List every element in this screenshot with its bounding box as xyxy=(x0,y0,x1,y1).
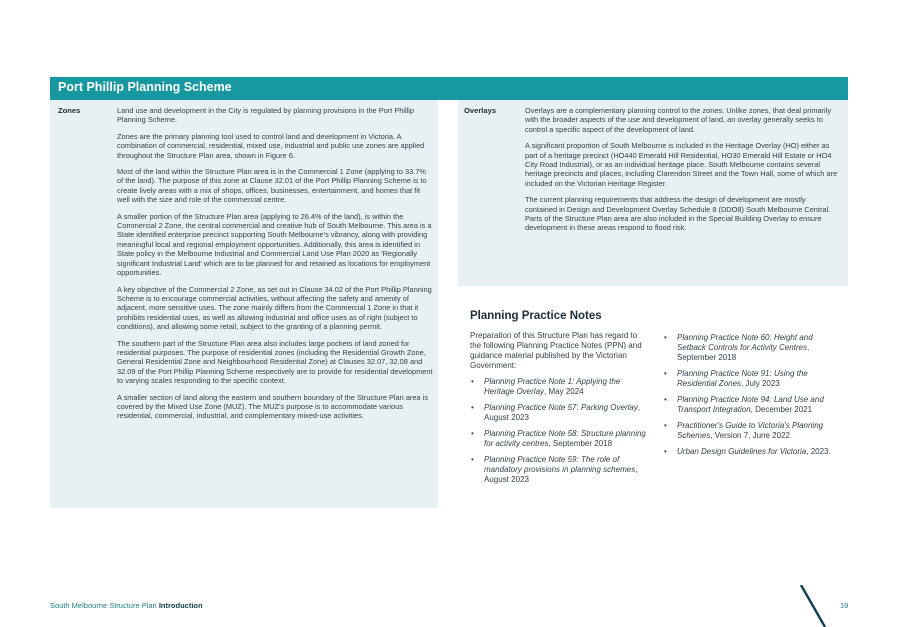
zones-paragraph: Zones are the primary planning tool used to control land and development in Victoria. A combination of commercial, residential, mixed use, industrial and public use zones are applied throughout the Structure Plan area, shown in Figure 6. xyxy=(117,131,425,160)
ppn-item-date: , August 2023 xyxy=(484,465,638,484)
ppn-item-date: , May 2024 xyxy=(544,387,584,396)
page-number: 19 xyxy=(840,601,849,610)
overlays-term: Overlays xyxy=(464,106,497,115)
section-banner xyxy=(50,77,848,100)
zones-text xyxy=(117,106,433,428)
ppn-item-date: , 2023. xyxy=(806,447,831,456)
ppn-item-date: , Version 7, June 2022 xyxy=(710,431,790,440)
footer-section: Introduction xyxy=(158,601,203,610)
overlays-paragraph: A significant proportion of South Melbourne is included in the Heritage Overlay (HO) either as part of a heritage precinct (HO440 Emerald Hill Residential, HO30 Emerald Hill Estate or HO4 City Road Industrial), or as an individual heritage place. South Melbourne contains several heritage precincts and places, including Clarendon Street and the Town Hall, some of which are included on the Victorian Heritage Register. xyxy=(525,141,838,188)
decorative-slash-icon xyxy=(798,585,828,627)
footer-doc-title: South Melbourne Structure Plan xyxy=(50,601,157,610)
list-item xyxy=(470,429,648,449)
ppn-item-date: , July 2023 xyxy=(741,379,780,388)
list-item xyxy=(663,421,843,441)
section-title: Port Phillip Planning Scheme xyxy=(58,80,232,94)
list-item xyxy=(663,395,843,415)
list-item xyxy=(663,369,843,389)
overlays-text xyxy=(525,106,839,240)
page-footer xyxy=(50,601,203,610)
zones-paragraph: A smaller section of land along the eastern and southern boundary of the Structure Plan area is covered by the Mixed Use Zone (MUZ). The MUZ's purpose is to accommodate various residential, commercial, industrial, and complementary mixed-use activities. xyxy=(117,392,429,421)
overlays-paragraph: The current planning requirements that address the design of development are mostly contained in Design and Development Overlay Schedule 8 (DDO8) South Melbourne Central. Parts of the Structure Plan area are also included in the Special Building Overlay to ensure development in these areas respond to flood risk. xyxy=(525,195,831,233)
ppn-item-title: Planning Practice Note 57: Parking Overlay xyxy=(484,403,638,412)
list-item xyxy=(663,447,843,457)
overlays-paragraph: Overlays are a complementary planning control to the zones. Unlike zones, that deal primarily with the broader aspects of the use and development of land, an overlay generally seeks to control a specific aspect of the development of land. xyxy=(525,106,832,134)
ppn-item-title: Practitioner's Guide to Victoria's Planning Schemes xyxy=(677,421,824,440)
zones-paragraph: A smaller portion of the Structure Plan area (applying to 26.4% of the land), is within the Commercial 2 Zone, the central commercial and creative hub of South Melbourne. This area is a State identified enterprise precinct supporting South Melbourne's vibrancy, along with providing meaningful local and regional employment opportunities. Additionally, this area is identified in State policy in the Melbourne Industrial and Commercial Land Use Plan 2020 as 'Regionally significant Industrial Land' which are to be planned for and retained as locations for employment opportunities. xyxy=(117,211,432,278)
list-item xyxy=(470,455,648,485)
ppn-item-date: , September 2018 xyxy=(548,439,613,448)
list-item xyxy=(663,333,843,363)
ppn-item-date: , December 2021 xyxy=(750,405,813,414)
zones-paragraph: The southern part of the Structure Plan area also includes large pockets of land zoned for residential purposes. The purpose of residential zones (including the Residential Growth Zone, General Residential Zone and Neighbourhood Residential Zone) at Clauses 32.07, 32.08 and 32.09 of the Port Phillip Planning Scheme respectively are to provide for residential development to varying scales responding to the specific context. xyxy=(117,338,433,386)
ppn-list-right xyxy=(663,333,843,457)
ppn-item-date: , September 2018 xyxy=(677,343,810,362)
ppn-item-title: Planning Practice Note 94: Land Use and Transport Integration xyxy=(677,395,824,414)
ppn-heading: Planning Practice Notes xyxy=(470,310,602,322)
zones-paragraph: Most of the land within the Structure Plan area is in the Commercial 1 Zone (applying to 33.7% of the land). The purpose of this zone at Clause 32.01 of the Port Phillip Planning Scheme is to create lively areas with a mix of shops, offices, businesses, entertainment, and homes that fit well with the size and role of the commercial centre. xyxy=(117,167,427,205)
ppn-list-left xyxy=(470,377,648,485)
zones-paragraph: Land use and development in the City is regulated by planning provisions in the Port Phillip Planning Scheme. xyxy=(117,106,415,125)
ppn-item-title: Planning Practice Note 1: Applying the Heritage Overlay xyxy=(484,377,621,396)
ppn-intro: Preparation of this Structure Plan has regard to the following Planning Practice Notes (PPN) and guidance material published by the Victorian Government: xyxy=(470,331,642,370)
ppn-item-title: Urban Design Guidelines for Victoria xyxy=(677,447,807,456)
zones-paragraph: A key objective of the Commercial 2 Zone, as set out in Clause 34.02 of the Port Phillip Planning Scheme is to encourage commercial activities, without affecting the safety and amenity of adjacent, more sensitive uses. The zone mainly differs from the Commercial 1 Zone in that it prohibits residential uses, as well as allowing industrial and office uses as of right (subject to conditions), and allowing some retail, subject to the granting of a planning permit. xyxy=(117,284,432,332)
ppn-left-column xyxy=(470,331,648,485)
list-item xyxy=(470,403,648,423)
ppn-item-title: Planning Practice Note 60: Height and Setback Controls for Activity Centres xyxy=(677,333,813,352)
zones-term: Zones xyxy=(58,106,81,115)
list-item xyxy=(470,377,648,397)
ppn-item-date: , August 2023 xyxy=(484,403,641,422)
ppn-item-title: Planning Practice Note 59: The role of mandatory provisions in planning schemes xyxy=(484,455,636,474)
ppn-right-column xyxy=(663,327,843,457)
ppn-item-title: Planning Practice Note 58: Structure planning for activity centres xyxy=(484,429,646,448)
ppn-item-title: Planning Practice Note 91: Using the Residential Zones xyxy=(677,369,808,388)
